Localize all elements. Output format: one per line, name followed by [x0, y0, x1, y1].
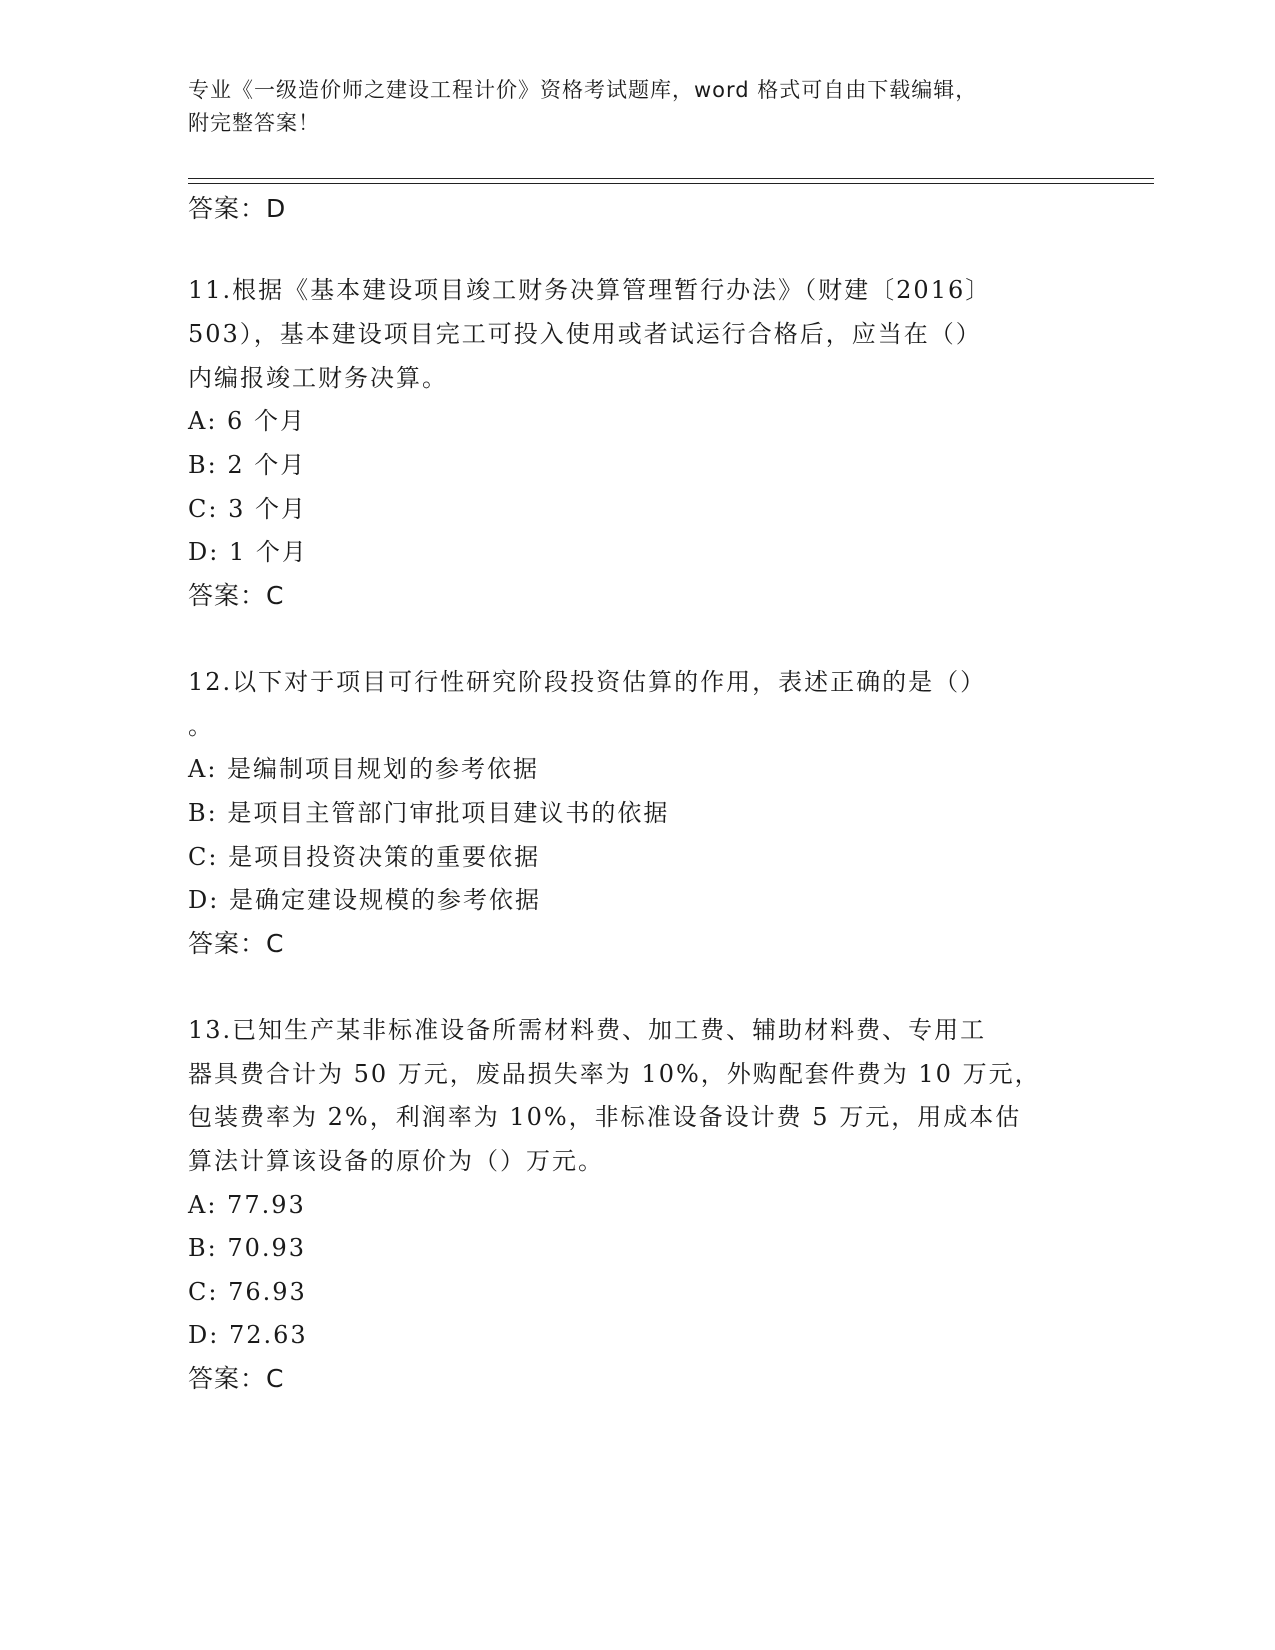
question-13-line-4: 算法计算该设备的原价为（）万元。 — [188, 1147, 604, 1175]
question-12-option-b: B: 是项目主管部门审批项目建议书的依据 — [188, 799, 670, 827]
header-line-1: 专业《一级造价师之建设工程计价》资格考试题库，word 格式可自由下载编辑， — [188, 78, 978, 102]
question-13-line-2: 器具费合计为 50 万元，废品损失率为 10%，外购配套件费为 10 万元， — [188, 1060, 1041, 1088]
question-12-line-2: 。 — [188, 712, 214, 740]
header-divider-top — [188, 178, 1154, 179]
document-header — [188, 74, 1068, 140]
question-12-line-1: 12.以下对于项目可行性研究阶段投资估算的作用，表述正确的是（） — [188, 668, 987, 696]
question-11-line-2: 503），基本建设项目完工可投入使用或者试运行合格后，应当在（） — [188, 320, 982, 348]
question-12-answer: 答案：C — [188, 929, 285, 958]
previous-answer: 答案：D — [188, 194, 287, 223]
question-11-line-1: 11.根据《基本建设项目竣工财务决算管理暂行办法》（财建〔2016〕 — [188, 276, 992, 304]
question-13-option-b: B: 70.93 — [188, 1234, 307, 1262]
question-13-line-1: 13.已知生产某非标准设备所需材料费、加工费、辅助材料费、专用工 — [188, 1016, 987, 1044]
question-13-answer: 答案：C — [188, 1364, 285, 1393]
question-12-option-a: A: 是编制项目规划的参考依据 — [188, 755, 540, 783]
question-11-option-c: C: 3 个月 — [188, 495, 307, 523]
question-11-option-d: D: 1 个月 — [188, 538, 308, 566]
question-11-option-a: A: 6 个月 — [188, 407, 306, 435]
question-13-line-3: 包装费率为 2%，利润率为 10%，非标准设备设计费 5 万元，用成本估 — [188, 1103, 1022, 1131]
header-line-2: 附完整答案！ — [188, 111, 320, 135]
question-13-option-d: D: 72.63 — [188, 1321, 308, 1349]
question-13-option-a: A: 77.93 — [188, 1191, 306, 1219]
question-11-option-b: B: 2 个月 — [188, 451, 307, 479]
header-divider-bottom — [188, 183, 1154, 184]
question-11-answer: 答案：C — [188, 581, 285, 610]
question-12-option-d: D: 是确定建设规模的参考依据 — [188, 886, 541, 914]
question-11-line-3: 内编报竣工财务决算。 — [188, 364, 448, 392]
question-12-option-c: C: 是项目投资决策的重要依据 — [188, 843, 541, 871]
question-13-option-c: C: 76.93 — [188, 1278, 307, 1306]
